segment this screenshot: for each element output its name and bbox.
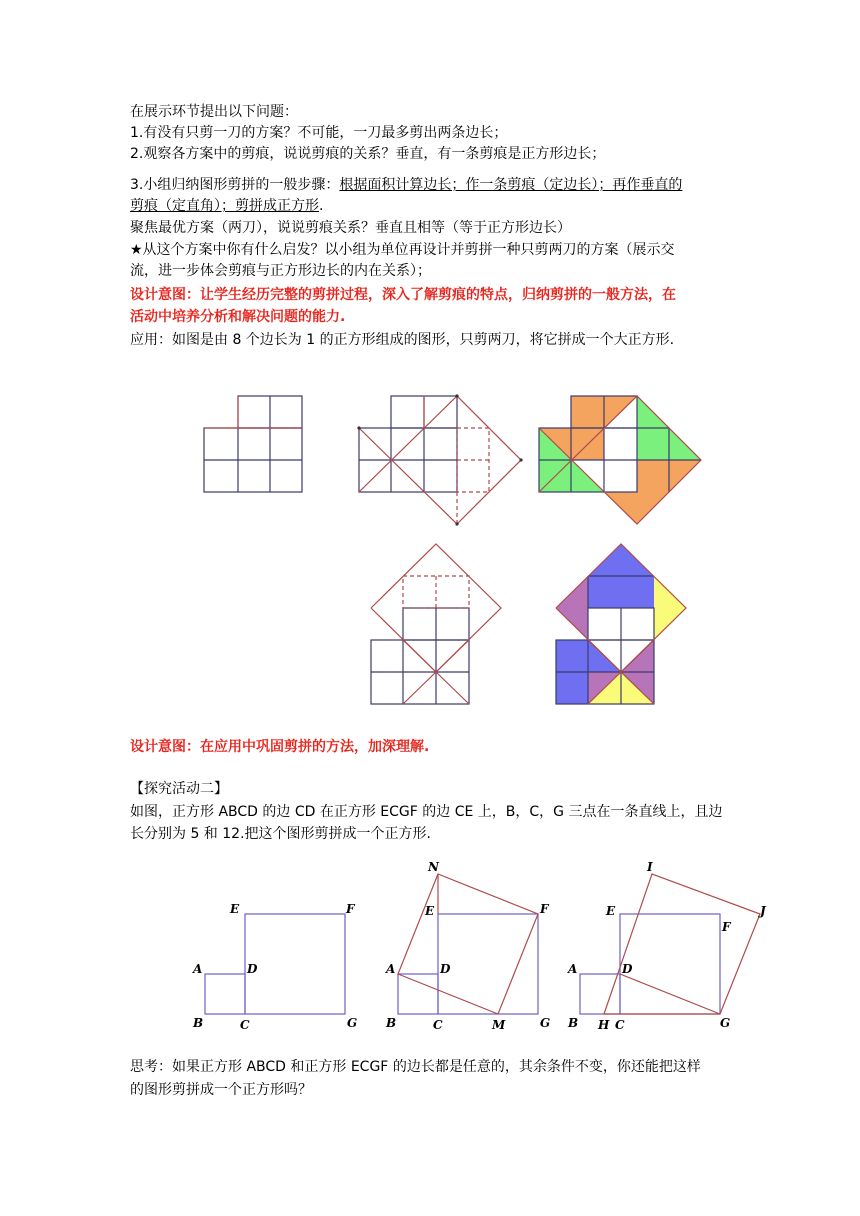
grid-figure-cut-plan-1 bbox=[355, 392, 525, 527]
intro-line-5 bbox=[130, 196, 323, 216]
label-E: E bbox=[425, 904, 435, 918]
design-intent-1a: 设计意图：让学生经历完整的剪拼过程，深入了解剪痕的特点，归纳剪拼的一般方法，在 bbox=[130, 287, 676, 303]
label-A: A bbox=[386, 962, 396, 976]
steps-text-cont: 剪痕（定直角）；剪拼成正方形 bbox=[130, 198, 319, 214]
activity-2-heading: 【探究活动二】 bbox=[130, 781, 228, 797]
label-F: F bbox=[722, 920, 731, 934]
intro-line-8: 流，进一步体会剪痕与正方形边长的内在关系）； bbox=[130, 263, 431, 279]
intro-line-6: 聚焦最优方案（两刀），说说剪痕关系？垂直且相等（等于正方形边长） bbox=[130, 220, 571, 236]
label-F: F bbox=[540, 902, 549, 916]
intro-line-2: 1.有没有只剪一刀的方案？不可能，一刀最多剪出两条边长； bbox=[130, 125, 508, 141]
application-line: 应用：如图是由 8 个边长为 1 的正方形组成的图形，只剪两刀，将它拼成一个大正方形. bbox=[130, 332, 675, 348]
label-D: D bbox=[622, 962, 633, 976]
geometry-figure-1 bbox=[185, 895, 365, 1040]
design-intent-2: 设计意图：在应用中巩固剪拼的方法，加深理解. bbox=[130, 739, 430, 755]
label-G: G bbox=[720, 1016, 731, 1030]
label-J: J bbox=[760, 904, 766, 918]
label-C: C bbox=[615, 1018, 625, 1032]
grid-figure-original bbox=[200, 392, 310, 497]
label-A: A bbox=[568, 962, 578, 976]
colored-figure-2 bbox=[550, 540, 690, 710]
geometry-figure-2 bbox=[380, 855, 560, 1040]
label-G: G bbox=[347, 1016, 358, 1030]
label-D: D bbox=[247, 962, 258, 976]
intro-line-3: 2.观察各方案中的剪痕，说说剪痕的关系？垂直，有一条剪痕是正方形边长； bbox=[130, 146, 606, 162]
steps-label: 3.小组归纳图形剪拼的一般步骤： bbox=[130, 177, 340, 193]
intro-line-7: ★从这个方案中你有什么启发？以小组为单位再设计并剪拼一种只剪两刀的方案（展示交 bbox=[130, 242, 675, 258]
intro-line-4 bbox=[130, 175, 682, 195]
label-D: D bbox=[440, 962, 451, 976]
think-line-1: 思考：如果正方形 ABCD 和正方形 ECGF 的边长都是任意的，其余条件不变，你还能把这样 bbox=[130, 1059, 701, 1075]
label-B: B bbox=[386, 1016, 397, 1030]
label-F: F bbox=[346, 902, 355, 916]
label-H: H bbox=[598, 1018, 610, 1032]
label-C: C bbox=[433, 1018, 443, 1032]
label-B: B bbox=[568, 1016, 579, 1030]
label-M: M bbox=[492, 1018, 506, 1032]
colored-figure-1 bbox=[535, 392, 705, 527]
label-E: E bbox=[230, 902, 240, 916]
label-G: G bbox=[540, 1016, 551, 1030]
label-B: B bbox=[193, 1016, 204, 1030]
activity-2-para-2: 长分别为 5 和 12.把这个图形剪拼成一个正方形. bbox=[130, 826, 431, 842]
intro-line-1: 在展示环节提出以下问题： bbox=[130, 104, 298, 120]
grid-figure-cut-plan-2 bbox=[365, 540, 505, 710]
design-intent-1b: 活动中培养分析和解决问题的能力. bbox=[130, 309, 346, 325]
activity-2-para-1: 如图，正方形 ABCD 的边 CD 在正方形 ECGF 的边 CE 上，B，C，G 三点在一条直线上，且边 bbox=[130, 804, 723, 820]
geometry-figure-3 bbox=[562, 855, 782, 1040]
label-N: N bbox=[428, 860, 439, 874]
label-E: E bbox=[606, 904, 616, 918]
think-line-2: 的图形剪拼成一个正方形吗？ bbox=[130, 1082, 312, 1098]
label-A: A bbox=[193, 962, 203, 976]
steps-text: 根据面积计算边长；作一条剪痕（定边长）；再作垂直的 bbox=[339, 177, 683, 193]
steps-period: . bbox=[319, 198, 324, 214]
label-I: I bbox=[647, 860, 653, 874]
label-C: C bbox=[240, 1018, 250, 1032]
